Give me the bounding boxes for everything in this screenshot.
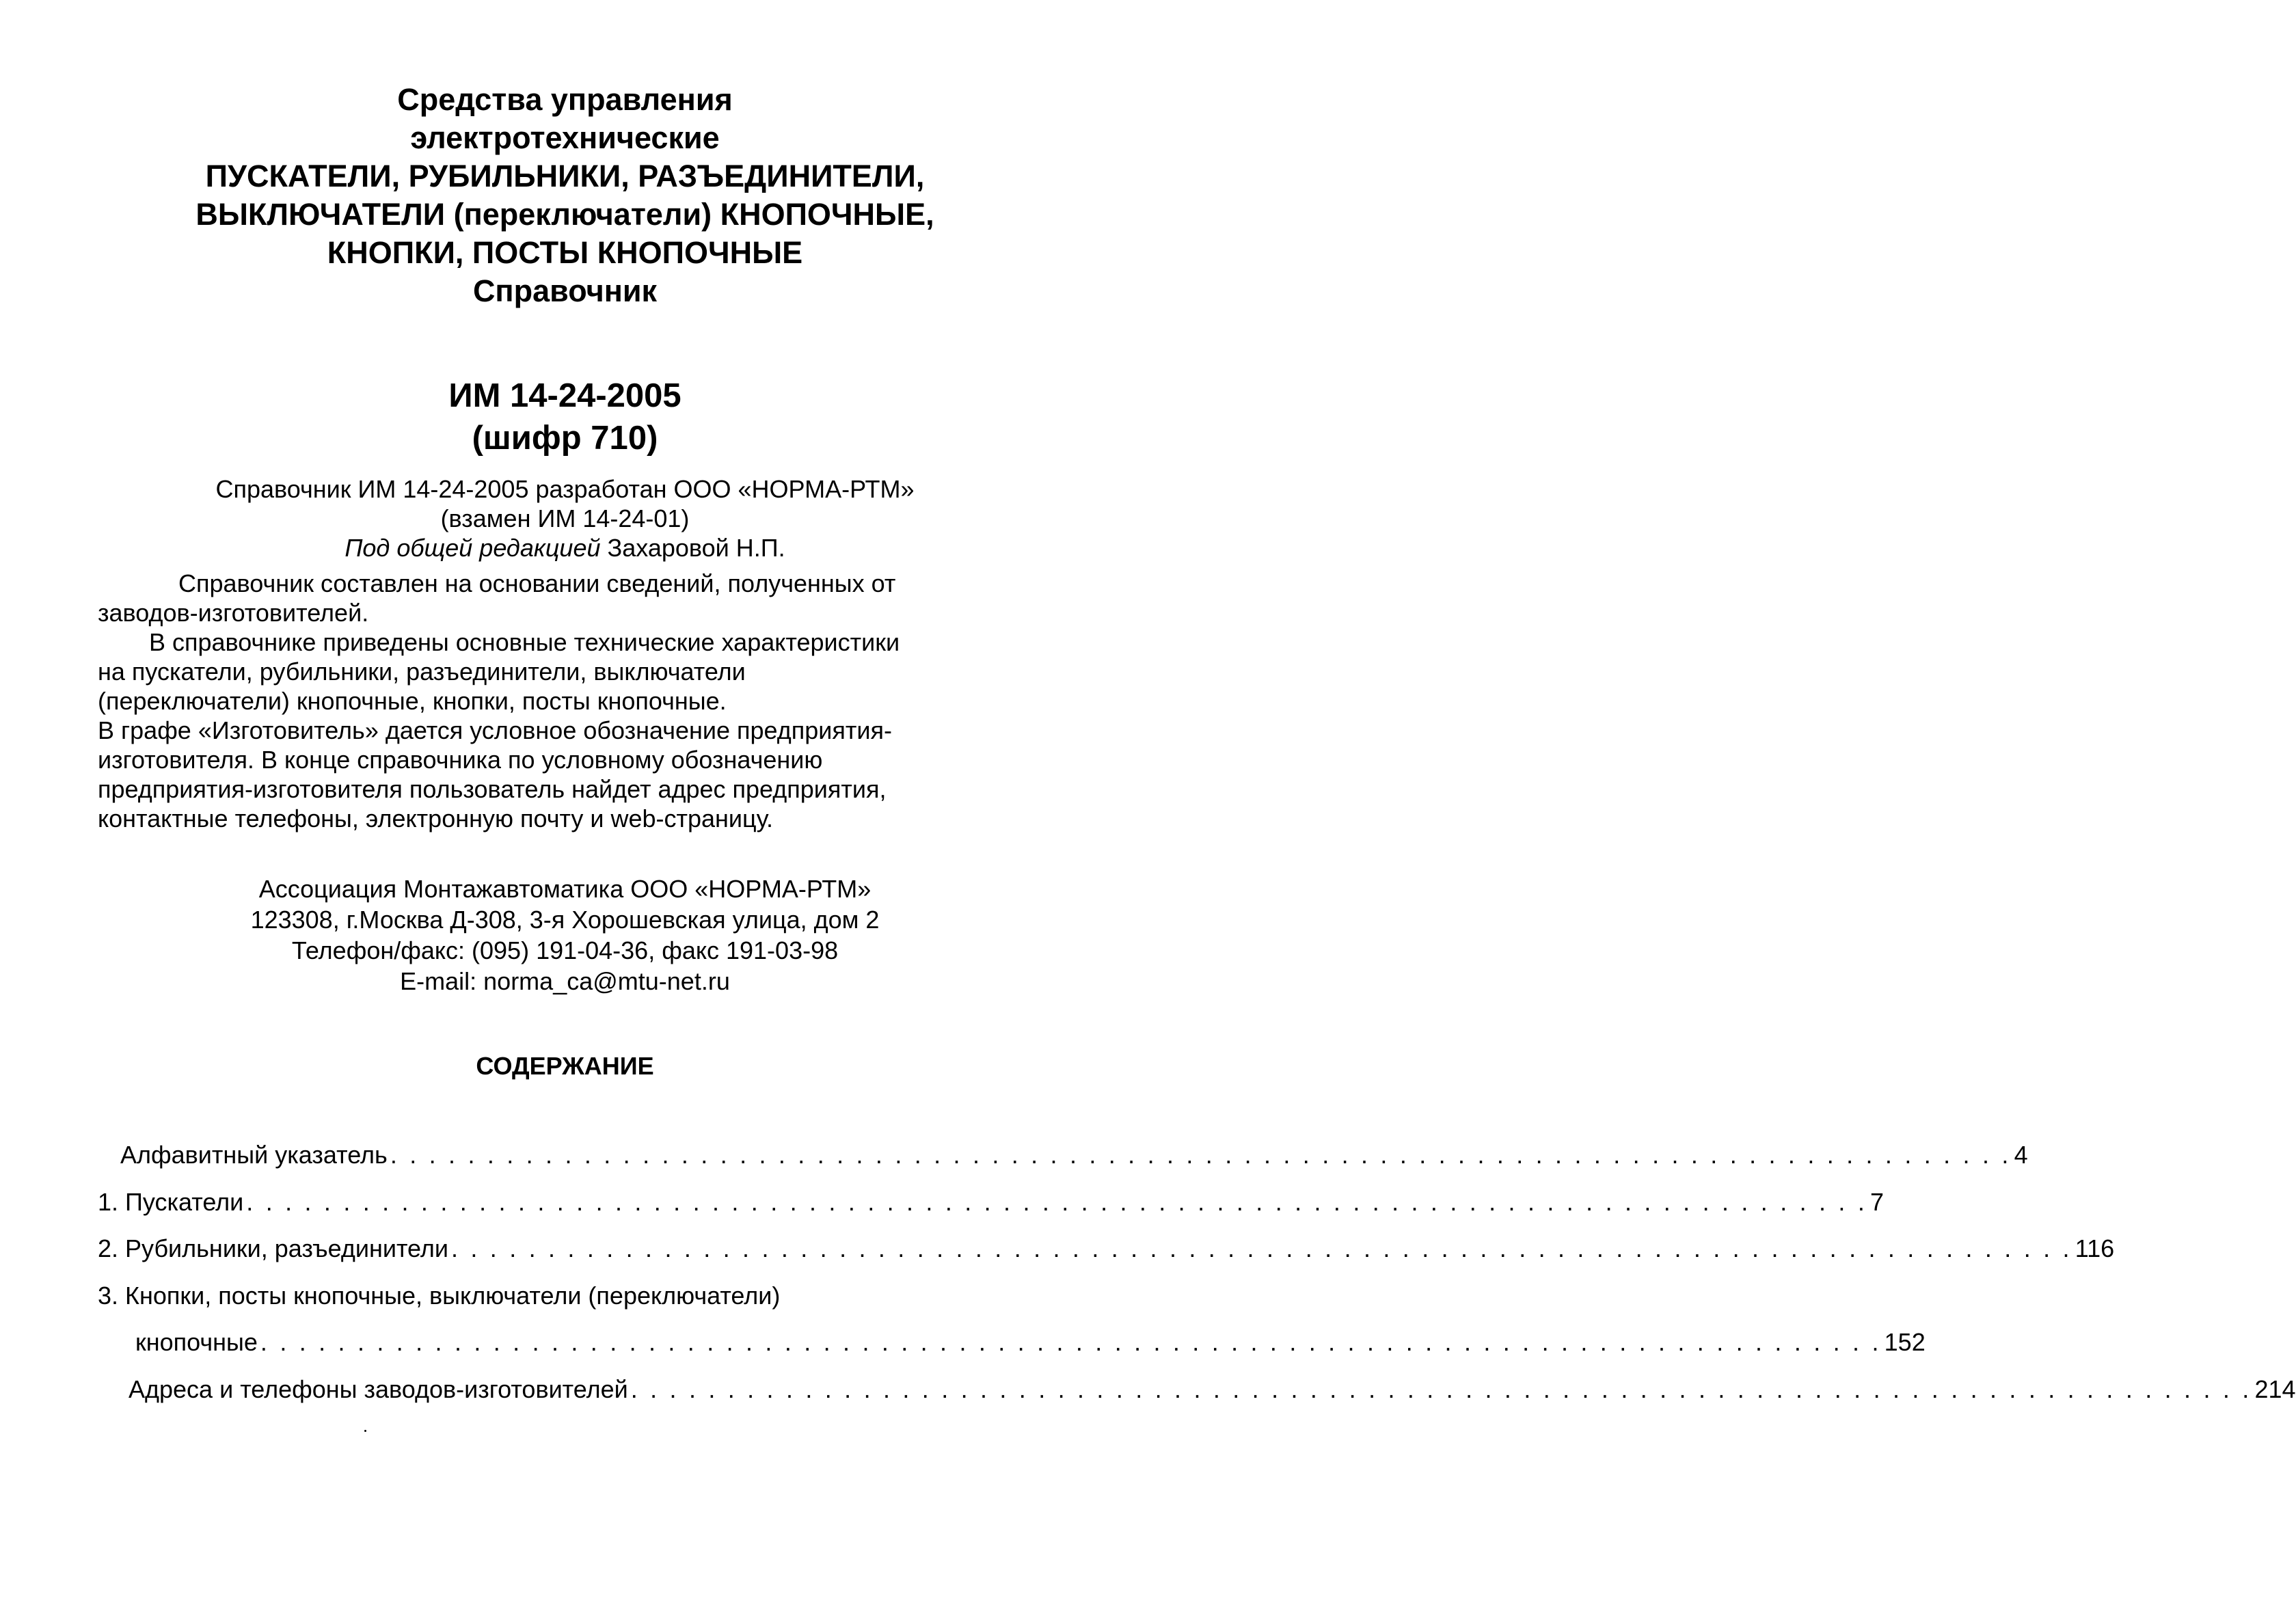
toc-leader-dots: . . . . . . . . . . . . . . . . . . . . . . . . . . . . . . . . . . . . . . . . . . . . . . . . . . . . . . . . . . . . . . . . . . . . . . . . . . . . . . . . . . . . — [246, 1188, 1868, 1216]
toc-item-switches[interactable] — [98, 1234, 2115, 1264]
replaces-note: (взамен ИМ 14-24-01) — [440, 504, 690, 532]
toc-item-index[interactable] — [120, 1140, 2028, 1170]
toc-leader-dots: . . . . . . . . . . . . . . . . . . . . . . . . . . . . . . . . . . . . . . . . . . . . . . . . . . . . . . . . . . . . . . . . . . . . . . . . . . . . . . . . . . . . — [390, 1141, 2012, 1169]
stray-dot-mark — [364, 1430, 366, 1432]
document-cipher: (шифр 710) — [472, 420, 658, 457]
title-line-2: электротехнические — [410, 120, 720, 155]
toc-item-label: Адреса и телефоны заводов-изготовителей — [129, 1375, 628, 1403]
toc-heading: СОДЕРЖАНИЕ — [476, 1052, 654, 1080]
toc-item-addresses[interactable] — [129, 1374, 2296, 1405]
paragraph-2-line-3: (переключатели) кнопочные, кнопки, посты кнопочные. — [98, 687, 727, 715]
toc-leader-dots: . . . . . . . . . . . . . . . . . . . . . . . . . . . . . . . . . . . . . . . . . . . . . . . . . . . . . . . . . . . . . . . . . . . . . . . . . . . . . . . . . . . . — [260, 1328, 1882, 1356]
toc-item-starters[interactable] — [98, 1187, 1885, 1217]
toc-item-page: 152 — [1884, 1328, 1926, 1356]
title-line-5: КНОПКИ, ПОСТЫ КНОПОЧНЫЕ — [327, 235, 803, 270]
toc-item-page: 214 — [2254, 1375, 2296, 1403]
toc-item-page: 7 — [1870, 1188, 1885, 1216]
paragraph-3-line-3: предприятия-изготовителя пользователь найдет адрес предприятия, — [98, 775, 887, 803]
toc-item-label: 1. Пускатели — [98, 1188, 244, 1216]
paragraph-3-line-2: изготовителя. В конце справочника по условному обозначению — [98, 746, 823, 774]
paragraph-3-line-4: контактные телефоны, электронную почту и web-страницу. — [98, 804, 774, 832]
toc-item-label: 3. Кнопки, посты кнопочные, выключатели (переключатели) — [98, 1282, 781, 1310]
toc-item-buttons-cont[interactable] — [135, 1327, 1926, 1357]
toc-item-label: 2. Рубильники, разъединители — [98, 1234, 448, 1262]
developed-by: Справочник ИМ 14-24-2005 разработан ООО «НОРМА-РТМ» — [215, 475, 915, 503]
toc-item-buttons[interactable] — [98, 1281, 780, 1311]
toc-item-label: кнопочные — [135, 1328, 258, 1356]
toc-item-page: 116 — [2075, 1234, 2115, 1262]
editor-name: Захаровой Н.П. — [600, 534, 785, 562]
publisher-email: E-mail: norma_ca@mtu-net.ru — [400, 967, 730, 995]
toc-leader-dots: . . . . . . . . . . . . . . . . . . . . . . . . . . . . . . . . . . . . . . . . . . . . . . . . . . . . . . . . . . . . . . . . . . . . . . . . . . . . . . . . . . . . — [630, 1375, 2252, 1403]
publisher-name: Ассоциация Монтажавтоматика ООО «НОРМА-РТМ» — [258, 875, 872, 903]
document-number: ИМ 14-24-2005 — [448, 377, 681, 414]
title-line-6: Справочник — [472, 273, 658, 308]
paragraph-3-line-1: В графе «Изготовитель» дается условное обозначение предприятия- — [98, 716, 892, 744]
paragraph-2-line-1: В справочнике приведены основные технические характеристики — [149, 628, 900, 656]
paragraph-1-line-2: заводов-изготовителей. — [98, 599, 369, 627]
editor-label: Под общей редакцией — [345, 534, 601, 562]
title-line-3: ПУСКАТЕЛИ, РУБИЛЬНИКИ, РАЗЪЕДИНИТЕЛИ, — [205, 159, 925, 193]
title-line-1: Средства управления — [397, 82, 733, 117]
toc-leader-dots: . . . . . . . . . . . . . . . . . . . . . . . . . . . . . . . . . . . . . . . . . . . . . . . . . . . . . . . . . . . . . . . . . . . . . . . . . . . . . . . . . . . . — [451, 1234, 2072, 1262]
paragraph-2-line-2: на пускатели, рубильники, разъединители, выключатели — [98, 658, 746, 686]
toc-item-label: Алфавитный указатель — [120, 1141, 388, 1169]
paragraph-1-line-1: Справочник составлен на основании сведений, полученных от — [178, 569, 896, 597]
publisher-phone: Телефон/факс: (095) 191-04-36, факс 191-03-98 — [291, 936, 839, 964]
publisher-address: 123308, г.Москва Д-308, 3-я Хорошевская улица, дом 2 — [250, 906, 880, 934]
title-line-4: ВЫКЛЮЧАТЕЛИ (переключатели) КНОПОЧНЫЕ, — [195, 197, 934, 232]
toc-item-page: 4 — [2014, 1141, 2028, 1169]
